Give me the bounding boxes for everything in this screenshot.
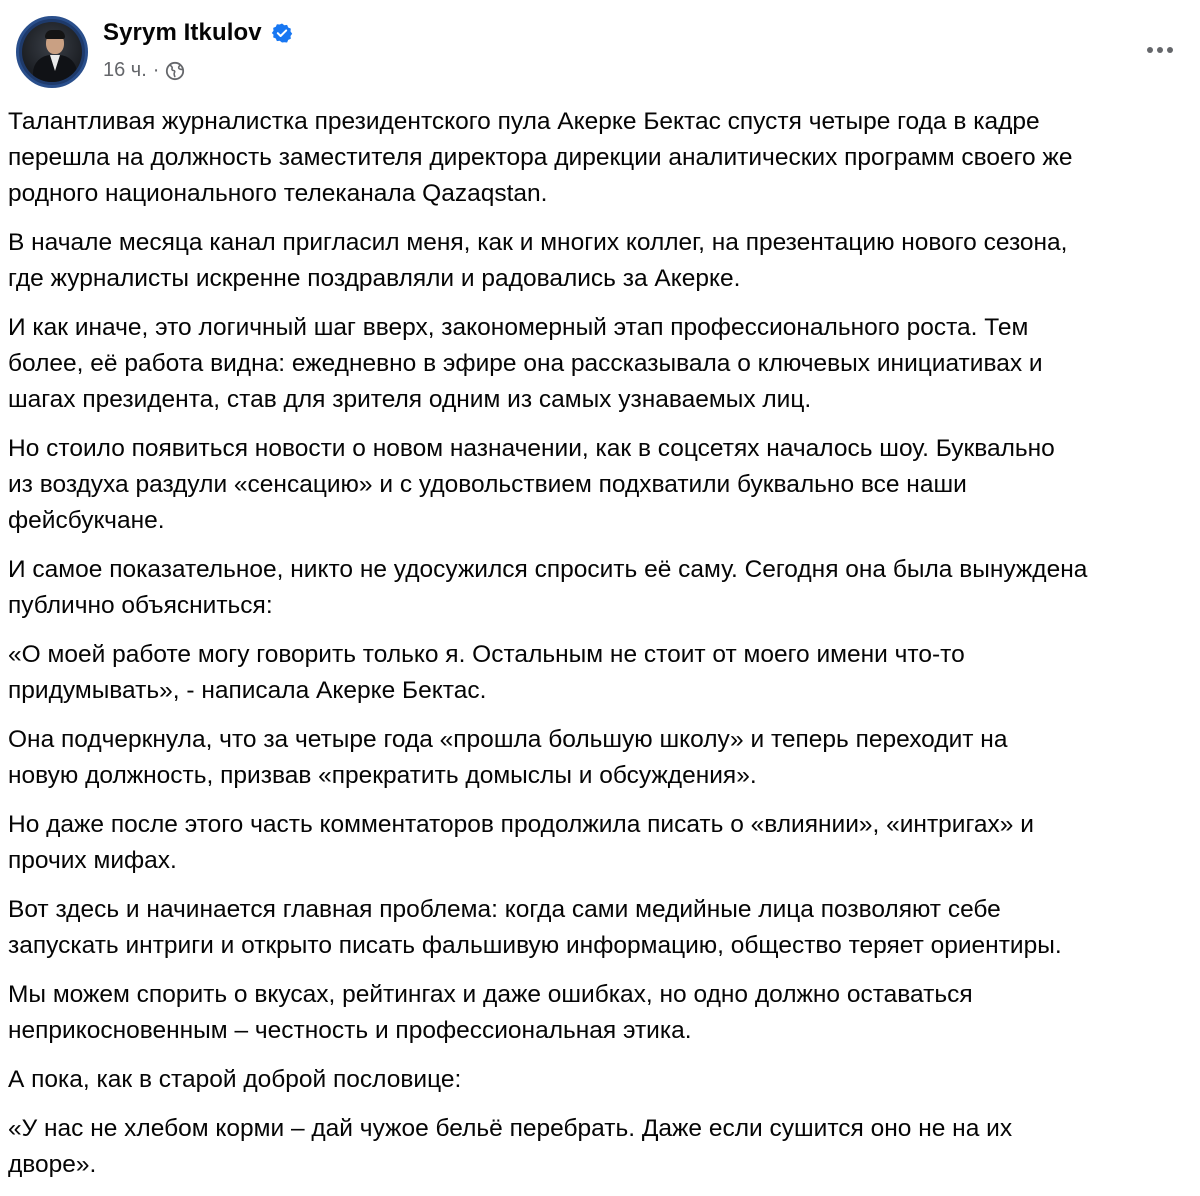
paragraph-line: Она подчеркнула, что за четыре года «прошла большую школу» и теперь переходит на [8, 726, 1008, 753]
paragraph-line: дворе». [8, 1151, 97, 1178]
post-paragraph [8, 722, 1193, 794]
post-paragraph [8, 310, 1193, 418]
paragraph-line: Но даже после этого часть комментаторов продолжила писать о «влиянии», «интригах» и [8, 811, 1034, 838]
author-name[interactable]: Syrym Itkulov [103, 19, 262, 46]
post-timestamp[interactable]: 16 ч. [103, 59, 147, 81]
avatar-hair-shape [45, 30, 65, 39]
author-row [103, 19, 293, 47]
paragraph-line: А пока, как в старой доброй пословице: [8, 1066, 462, 1093]
globe-icon[interactable] [165, 61, 185, 81]
paragraph-line: шагах президента, став для зрителя одним из самых узнаваемых лиц. [8, 386, 812, 413]
paragraph-line: Но стоило появиться новости о новом назначении, как в соцсетях началось шоу. Буквально [8, 435, 1055, 462]
meta-separator: · [152, 59, 160, 81]
post-meta [103, 59, 185, 82]
paragraph-line: фейсбукчане. [8, 507, 165, 534]
post-paragraph [8, 892, 1193, 964]
post-paragraph [8, 637, 1193, 709]
paragraph-line: В начале месяца канал пригласил меня, как и многих коллег, на презентацию нового сезона, [8, 229, 1068, 256]
paragraph-line: «У нас не хлебом корми – дай чужое бельё перебрать. Даже если сушится оно не на их [8, 1115, 1013, 1142]
more-horizontal-icon [1147, 47, 1173, 53]
paragraph-line: перешла на должность заместителя директора дирекции аналитических программ своего же [8, 144, 1073, 171]
paragraph-line: новую должность, призвав «прекратить домыслы и обсуждения». [8, 762, 757, 789]
post-header [8, 0, 1190, 104]
paragraph-line: прочих мифах. [8, 847, 177, 874]
paragraph-line: «О моей работе могу говорить только я. Остальным не стоит от моего имени что-то [8, 641, 965, 668]
paragraph-line: где журналисты искренне поздравляли и радовались за Акерке. [8, 265, 741, 292]
avatar-photo [22, 22, 82, 82]
paragraph-line: неприкосновенным – честность и профессиональная этика. [8, 1017, 692, 1044]
paragraph-line: Мы можем спорить о вкусах, рейтингах и даже ошибках, но одно должно оставаться [8, 981, 973, 1008]
post-paragraph [8, 807, 1193, 879]
paragraph-line: И самое показательное, никто не удосужился спросить её саму. Сегодня она была вынуждена [8, 556, 1088, 583]
post-paragraph [8, 1111, 1193, 1183]
post-paragraph [8, 104, 1193, 212]
paragraph-line: запускать интриги и открыто писать фальшивую информацию, общество теряет ориентиры. [8, 932, 1062, 959]
paragraph-line: родного национального телеканала Qazaqstan. [8, 180, 548, 207]
post-paragraph [8, 431, 1193, 539]
post-paragraph [8, 1062, 1193, 1098]
paragraph-line: из воздуха раздули «сенсацию» и с удовольствием подхватили буквально все наши [8, 471, 967, 498]
paragraph-line: И как иначе, это логичный шаг вверх, закономерный этап профессионального роста. Тем [8, 314, 1029, 341]
verified-badge-icon [271, 22, 293, 44]
paragraph-line: придумывать», - написала Акерке Бектас. [8, 677, 487, 704]
paragraph-line: Вот здесь и начинается главная проблема: когда сами медийные лица позволяют себе [8, 896, 1001, 923]
post-body [8, 104, 1193, 1196]
post-paragraph [8, 977, 1193, 1049]
post-paragraph [8, 225, 1193, 297]
paragraph-line: более, её работа видна: ежедневно в эфире она рассказывала о ключевых инициативах и [8, 350, 1043, 377]
avatar[interactable] [16, 16, 88, 88]
post-paragraph [8, 552, 1193, 624]
paragraph-line: публично объясниться: [8, 592, 273, 619]
paragraph-line: Талантливая журналистка президентского пула Акерке Бектас спустя четыре года в кадре [8, 108, 1040, 135]
more-options-button[interactable] [1138, 32, 1182, 68]
